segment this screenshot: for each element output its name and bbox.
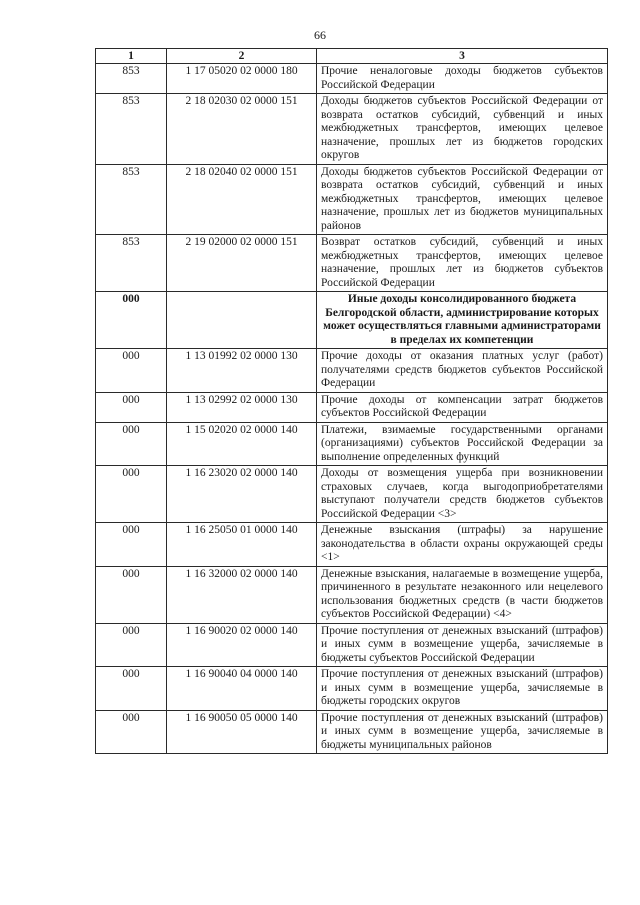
revenue-code-cell: 1 16 25050 01 0000 140 bbox=[167, 523, 317, 567]
revenue-name-cell: Платежи, взимаемые государственными органами (организациями) субъектов Российской Федерации за выполнение определенных функций bbox=[317, 422, 608, 466]
table-row bbox=[96, 235, 608, 292]
revenue-code-cell: 2 19 02000 02 0000 151 bbox=[167, 235, 317, 292]
table-row bbox=[96, 422, 608, 466]
revenue-code-cell: 1 13 02992 02 0000 130 bbox=[167, 392, 317, 422]
admin-code-cell: 853 bbox=[96, 94, 167, 165]
table-row bbox=[96, 566, 608, 623]
revenue-name-cell: Прочие поступления от денежных взысканий (штрафов) и иных сумм в возмещение ущерба, зачисляемые в бюджеты муниципальных районов bbox=[317, 710, 608, 754]
revenue-code-cell: 1 13 01992 02 0000 130 bbox=[167, 349, 317, 393]
header-col-1: 1 bbox=[96, 49, 167, 64]
revenue-name-cell: Доходы бюджетов субъектов Российской Федерации от возврата остатков субсидий, субвенций и иных межбюджетных трансфертов, имеющих целевое назначение, прошлых лет из бюджетов городских округов bbox=[317, 94, 608, 165]
table-row bbox=[96, 64, 608, 94]
revenue-name-cell: Прочие доходы от компенсации затрат бюджетов субъектов Российской Федерации bbox=[317, 392, 608, 422]
admin-code-cell: 000 bbox=[96, 349, 167, 393]
admin-code-cell: 853 bbox=[96, 164, 167, 235]
revenue-name-cell: Иные доходы консолидированного бюджета Белгородской области, администрирование которых может осуществляться главными администраторами в пределах их компетенции bbox=[317, 292, 608, 349]
revenue-name-cell: Денежные взыскания (штрафы) за нарушение законодательства в области охраны окружающей среды <1> bbox=[317, 523, 608, 567]
revenue-name-cell: Прочие доходы от оказания платных услуг (работ) получателями средств бюджетов субъектов Российской Федерации bbox=[317, 349, 608, 393]
table-row bbox=[96, 349, 608, 393]
revenue-code-cell: 2 18 02040 02 0000 151 bbox=[167, 164, 317, 235]
revenue-code-cell: 2 18 02030 02 0000 151 bbox=[167, 94, 317, 165]
table-row bbox=[96, 623, 608, 667]
table-row bbox=[96, 164, 608, 235]
admin-code-cell: 000 bbox=[96, 710, 167, 754]
revenue-name-cell: Доходы бюджетов субъектов Российской Федерации от возврата остатков субсидий, субвенций и иных межбюджетных трансфертов, имеющих целевое назначение, прошлых лет из бюджетов муниципальных районов bbox=[317, 164, 608, 235]
revenue-name-cell: Прочие поступления от денежных взысканий (штрафов) и иных сумм в возмещение ущерба, зачисляемые в бюджеты городских округов bbox=[317, 667, 608, 711]
admin-code-cell: 000 bbox=[96, 623, 167, 667]
table-row bbox=[96, 523, 608, 567]
admin-code-cell: 000 bbox=[96, 667, 167, 711]
table-header-row bbox=[96, 49, 608, 64]
revenue-codes-table bbox=[95, 48, 608, 754]
revenue-name-cell: Возврат остатков субсидий, субвенций и иных межбюджетных трансфертов, имеющих целевое назначение, прошлых лет из бюджетов субъектов Российской Федерации bbox=[317, 235, 608, 292]
revenue-code-cell: 1 16 90040 04 0000 140 bbox=[167, 667, 317, 711]
admin-code-cell: 000 bbox=[96, 466, 167, 523]
admin-code-cell: 000 bbox=[96, 292, 167, 349]
revenue-name-cell: Прочие неналоговые доходы бюджетов субъектов Российской Федерации bbox=[317, 64, 608, 94]
page-number: 66 bbox=[314, 28, 326, 42]
revenue-code-cell: 1 15 02020 02 0000 140 bbox=[167, 422, 317, 466]
table-row bbox=[96, 392, 608, 422]
revenue-name-cell: Доходы от возмещения ущерба при возникновении страховых случаев, когда выгодоприобретателями выступают получатели средств бюджетов субъектов Российской Федерации <3> bbox=[317, 466, 608, 523]
header-col-2: 2 bbox=[167, 49, 317, 64]
admin-code-cell: 000 bbox=[96, 422, 167, 466]
admin-code-cell: 000 bbox=[96, 566, 167, 623]
revenue-name-cell: Прочие поступления от денежных взысканий (штрафов) и иных сумм в возмещение ущерба, зачисляемые в бюджеты субъектов Российской Федерации bbox=[317, 623, 608, 667]
revenue-code-cell: 1 16 23020 02 0000 140 bbox=[167, 466, 317, 523]
table-row bbox=[96, 94, 608, 165]
table-row bbox=[96, 466, 608, 523]
table-body bbox=[96, 64, 608, 754]
revenue-name-cell: Денежные взыскания, налагаемые в возмещение ущерба, причиненного в результате незаконного или нецелевого использования бюджетных средств (в части бюджетов субъектов Российской Федерации) <4> bbox=[317, 566, 608, 623]
admin-code-cell: 000 bbox=[96, 523, 167, 567]
admin-code-cell: 853 bbox=[96, 235, 167, 292]
revenue-code-cell bbox=[167, 292, 317, 349]
admin-code-cell: 853 bbox=[96, 64, 167, 94]
table-row bbox=[96, 710, 608, 754]
revenue-code-cell: 1 16 90050 05 0000 140 bbox=[167, 710, 317, 754]
table-row bbox=[96, 292, 608, 349]
table-row bbox=[96, 667, 608, 711]
header-col-3: 3 bbox=[317, 49, 608, 64]
revenue-code-cell: 1 17 05020 02 0000 180 bbox=[167, 64, 317, 94]
revenue-code-cell: 1 16 32000 02 0000 140 bbox=[167, 566, 317, 623]
revenue-code-cell: 1 16 90020 02 0000 140 bbox=[167, 623, 317, 667]
admin-code-cell: 000 bbox=[96, 392, 167, 422]
